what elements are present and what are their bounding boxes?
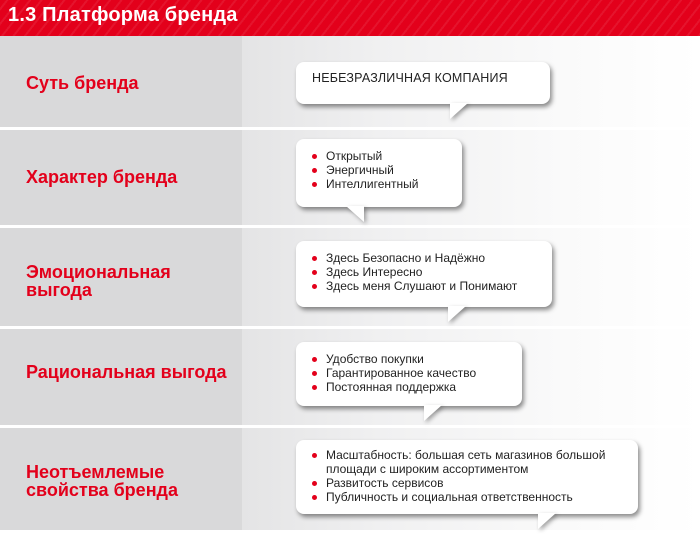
list-item: Удобство покупки [312, 352, 476, 366]
callout-brand-character [296, 139, 462, 207]
callout-tail [448, 306, 466, 322]
callout-tail [538, 513, 556, 529]
list-item: Здесь Безопасно и Надёжно [312, 251, 517, 265]
list-item: Здесь Интересно [312, 265, 517, 279]
row-label-rational-benefit: Рациональная выгода [26, 362, 227, 382]
page-title: 1.3 Платформа бренда [8, 4, 238, 26]
callout-emotional-benefit [296, 241, 552, 307]
brand-character-list [312, 149, 418, 191]
header-bar [0, 0, 700, 36]
emotional-benefit-list [312, 251, 517, 293]
row-divider [0, 425, 700, 428]
list-item: Развитость сервисов [312, 476, 638, 490]
inherent-properties-list [312, 448, 638, 504]
row-label-brand-character: Характер бренда [26, 167, 178, 187]
list-item: Постоянная поддержка [312, 380, 476, 394]
row-divider [0, 225, 700, 228]
list-item: Здесь меня Слушают и Понимают [312, 279, 517, 293]
row-label-emotional-benefit: Эмоциональная выгода [26, 262, 171, 300]
callout-brand-essence [296, 62, 550, 104]
callout-inherent-properties [296, 440, 638, 514]
row-divider [0, 127, 700, 130]
callout-tail [424, 405, 442, 421]
list-item: Открытый [312, 149, 418, 163]
rational-benefit-list [312, 352, 476, 394]
list-item: Гарантированное качество [312, 366, 476, 380]
row-label-inherent-properties: Неотъемлемые свойства бренда [26, 462, 178, 500]
row-divider [0, 326, 700, 329]
list-item: Публичность и социальная ответственность [312, 490, 638, 504]
brand-essence-text: НЕБЕЗРАЗЛИЧНАЯ КОМПАНИЯ [312, 71, 508, 85]
row-label-brand-essence: Суть бренда [26, 73, 139, 93]
list-item: Интеллигентный [312, 177, 418, 191]
list-item: Энергичный [312, 163, 418, 177]
callout-tail [450, 103, 468, 119]
callout-tail [346, 206, 364, 222]
callout-rational-benefit [296, 342, 522, 406]
list-item: Масштабность: большая сеть магазинов большой площади с широким ассортиментом [312, 448, 638, 476]
